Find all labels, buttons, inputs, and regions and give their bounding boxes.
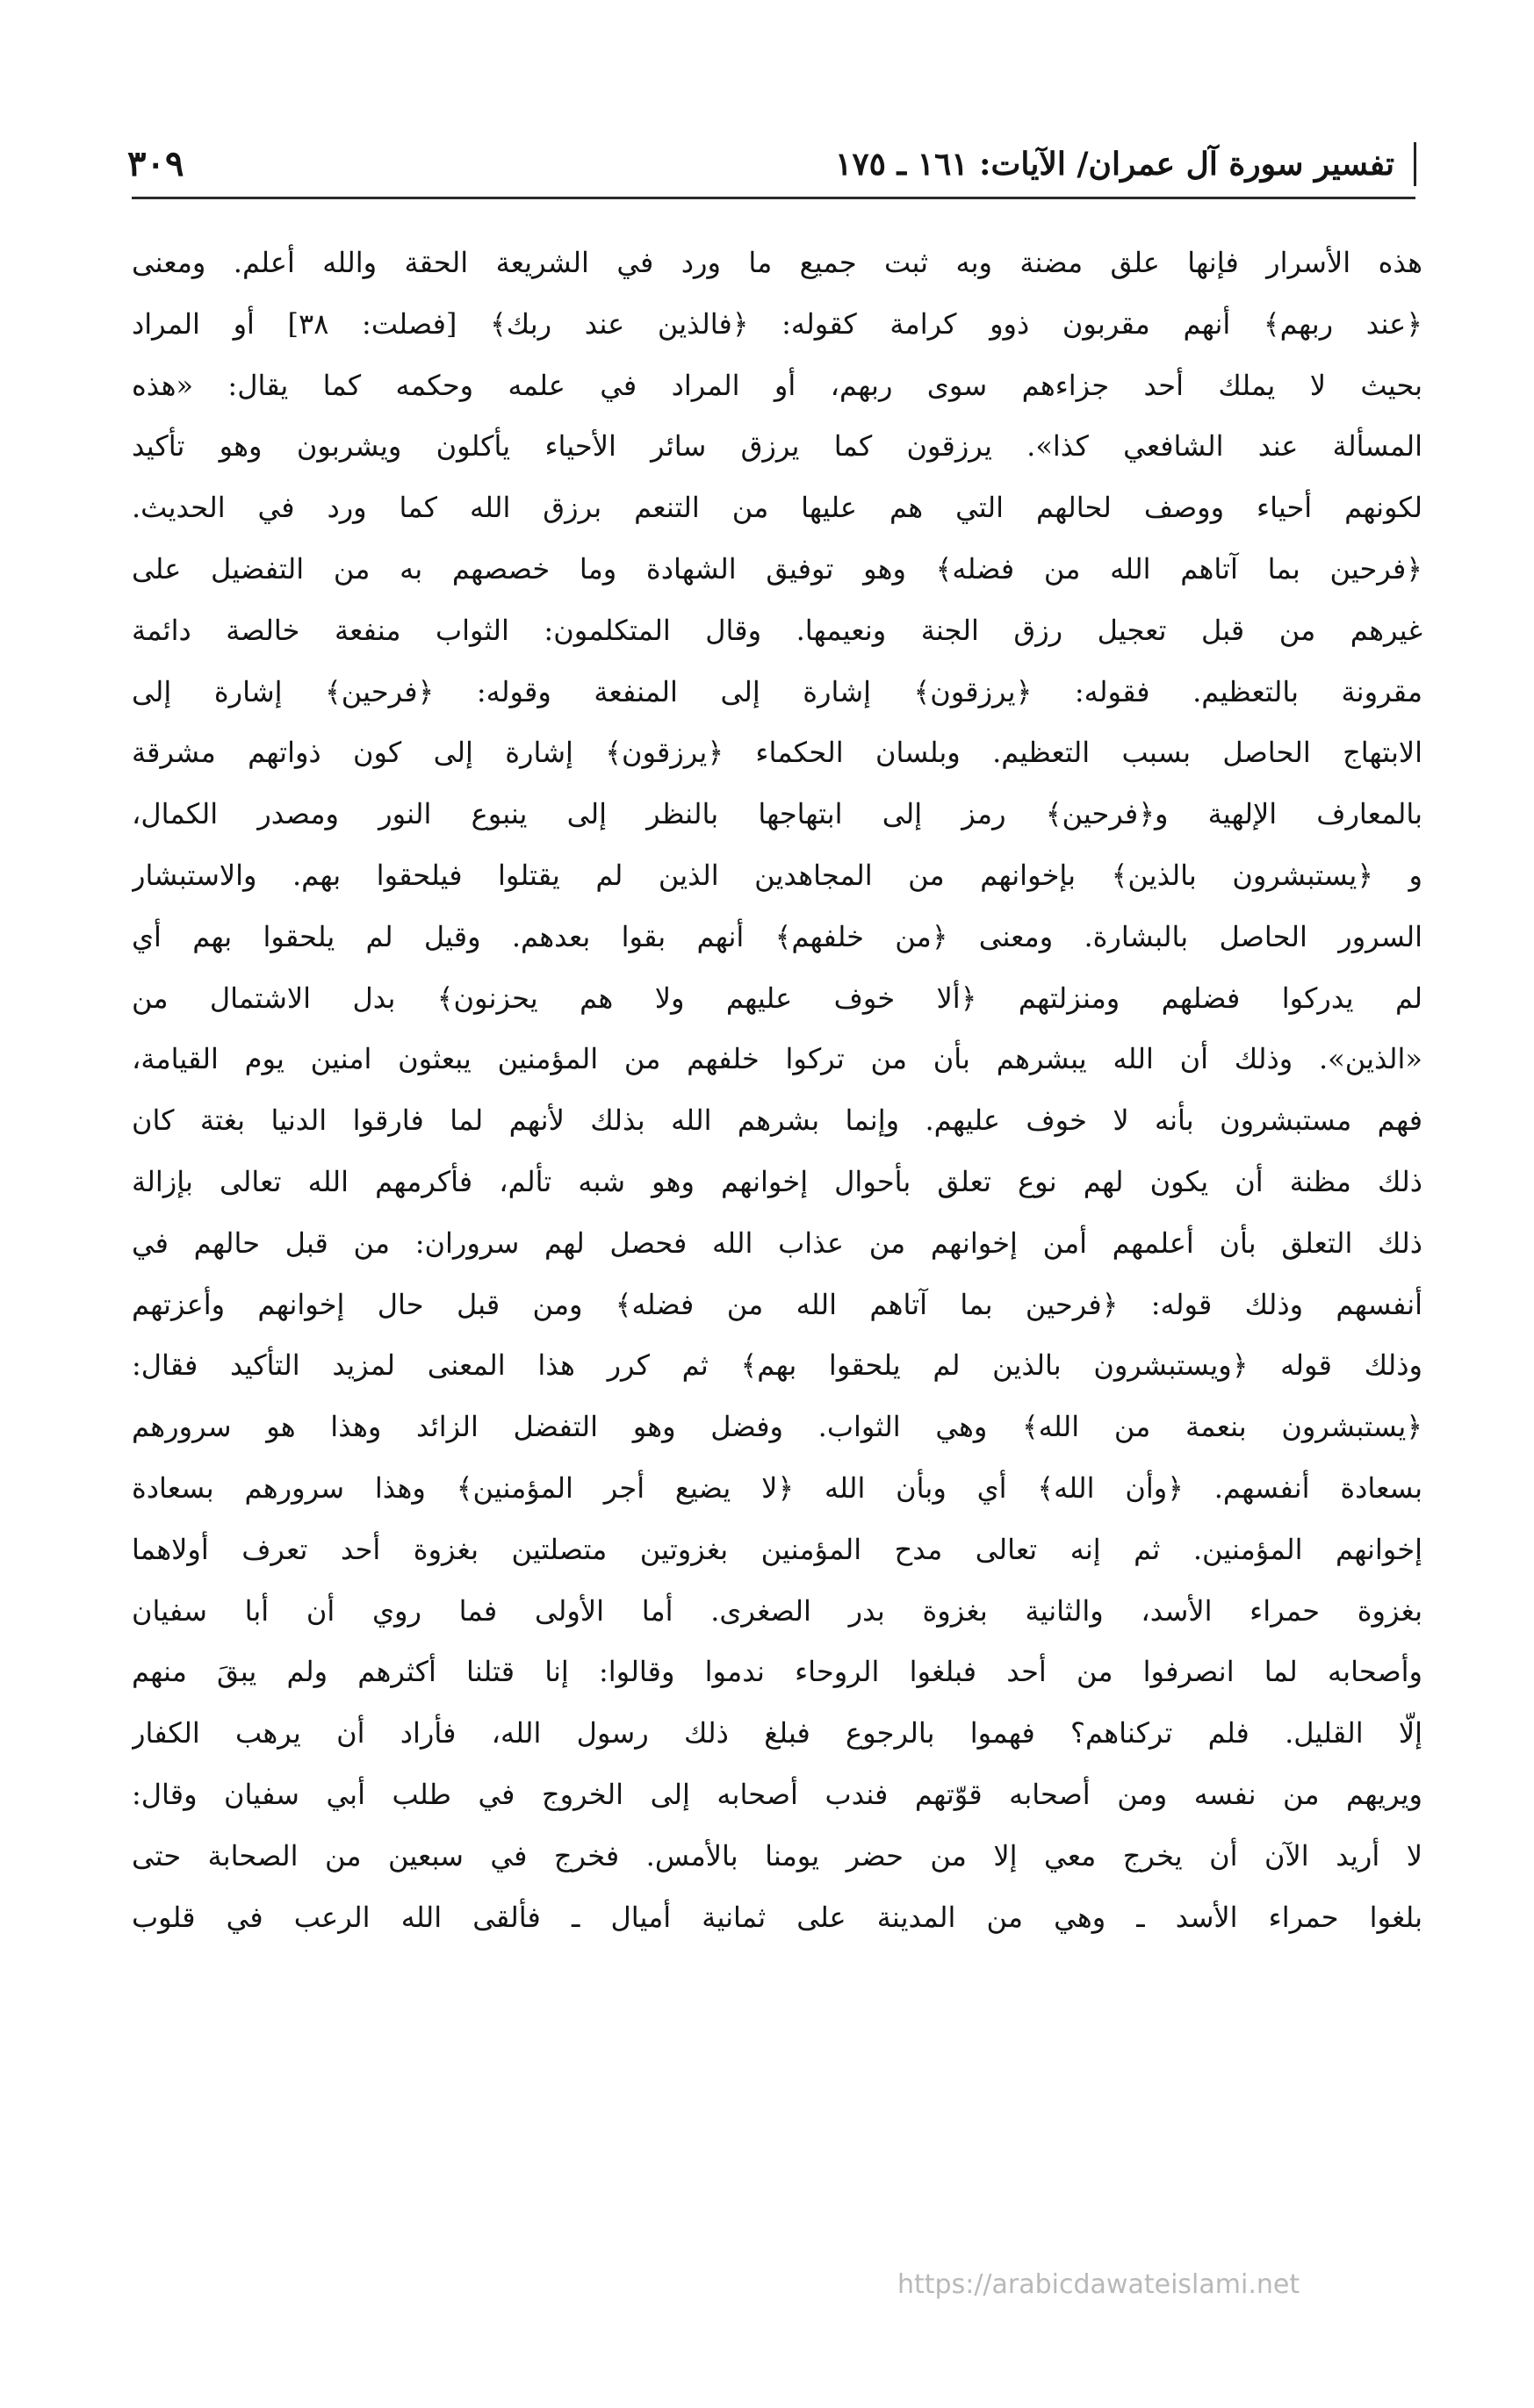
text-line: و ﴿يستبشرون بالذين﴾ بإخوانهم من المجاهدين الذين لم يقتلوا فيلحقوا بهم. والاستبشار (132, 858, 1422, 892)
text-line: ﴿فرحين بما آتاهم الله من فضله﴾ وهو توفيق الشهادة وما خصصهم به من التفضيل على (132, 551, 1422, 586)
text-line: فهم مستبشرون بأنه لا خوف عليهم. وإنما بشرهم الله بذلك لأنهم لما فارقوا الدنيا بغتة كان (132, 1103, 1422, 1138)
text-line: السرور الحاصل بالبشارة. ومعنى ﴿من خلفهم﴾ أنهم بقوا بعدهم. وقيل لم يلحقوا بهم أي (132, 919, 1422, 953)
text-line: بالمعارف الإلهية و﴿فرحين﴾ رمز إلى ابتهاجها بالنظر إلى ينبوع النور ومصدر الكمال، (132, 797, 1422, 831)
text-line: إخوانهم المؤمنين. ثم إنه تعالى مدح المؤمنين بغزوتين متصلتين بغزوة أحد تعرف أولاهما (132, 1532, 1422, 1566)
text-line: الابتهاج الحاصل بسبب التعظيم. وبلسان الحكماء ﴿يرزقون﴾ إشارة إلى كون ذواتهم مشرقة (132, 736, 1422, 770)
text-line: بسعادة أنفسهم. ﴿وأن الله﴾ أي وبأن الله ﴿لا يضيع أجر المؤمنين﴾ وهذا سرورهم بسعادة (132, 1470, 1422, 1505)
text-line: غيرهم من قبل تعجيل رزق الجنة ونعيمها. وقال المتكلمون: الثواب منفعة خالصة دائمة (132, 613, 1422, 647)
page-number: ٣٠٩ (127, 143, 184, 184)
text-line: لا أريد الآن أن يخرج معي إلا من حضر يومنا بالأمس. فخرج في سبعين من الصحابة حتى (132, 1838, 1422, 1872)
website-watermark: https://arabicdawateislami.net (897, 2269, 1300, 2300)
text-line: لكونهم أحياء ووصف لحالهم التي هم عليها من التنعم برزق الله كما ورد في الحديث. (132, 491, 1422, 525)
text-line: ﴿عند ربهم﴾ أنهم مقربون ذوو كرامة كقوله: ﴿فالذين عند ربك﴾ [فصلت: ٣٨] أو المراد (132, 306, 1422, 341)
tafsir-body-text (132, 233, 1422, 1948)
text-line: ذلك التعلق بأن أعلمهم أمن إخوانهم من عذاب الله فحصل لهم سروران: من قبل حالهم في (132, 1226, 1422, 1260)
header-divider (132, 197, 1415, 199)
text-line: ﴿يستبشرون بنعمة من الله﴾ وهي الثواب. وفضل وهو التفضل الزائد وهذا هو سرورهم (132, 1410, 1422, 1444)
text-line: «الذين». وذلك أن الله يبشرهم بأن من تركوا خلفهم من المؤمنين يبعثون امنين يوم القيامة، (132, 1042, 1422, 1076)
text-line: وذلك قوله ﴿ويستبشرون بالذين لم يلحقوا بهم﴾ ثم كرر هذا المعنى لمزيد التأكيد فقال: (132, 1348, 1422, 1383)
text-line: مقرونة بالتعظيم. فقوله: ﴿يرزقون﴾ إشارة إلى المنفعة وقوله: ﴿فرحين﴾ إشارة إلى (132, 674, 1422, 708)
text-line: المسألة عند الشافعي كذا». يرزقون كما يرزق سائر الأحياء يأكلون ويشربون وهو تأكيد (132, 429, 1422, 464)
text-line: هذه الأسرار فإنها علق مضنة وبه ثبت جميع ما ورد في الشريعة الحقة والله أعلم. ومعنى (132, 246, 1422, 279)
text-line: بلغوا حمراء الأسد ـ وهي من المدينة على ثمانية أميال ـ فألقى الله الرعب في قلوب (132, 1900, 1422, 1934)
text-line: لم يدركوا فضلهم ومنزلتهم ﴿ألا خوف عليهم ولا هم يحزنون﴾ بدل الاشتمال من (132, 981, 1422, 1015)
text-line: بحيث لا يملك أحد جزاءهم سوى ربهم، أو المراد في علمه وحكمه كما يقال: «هذه (132, 368, 1422, 402)
page-header (127, 132, 1416, 186)
text-line: ويريهم من نفسه ومن أصحابه قوّتهم فندب أصحابه إلى الخروج في طلب أبي سفيان وقال: (132, 1777, 1422, 1811)
text-line: إلّا القليل. فلم تركناهم؟ فهموا بالرجوع فبلغ ذلك رسول الله، فأراد أن يرهب الكفار (132, 1716, 1422, 1750)
text-line: أنفسهم وذلك قوله: ﴿فرحين بما آتاهم الله من فضله﴾ ومن قبل حال إخوانهم وأعزتهم (132, 1287, 1422, 1321)
text-line: وأصحابه لما انصرفوا من أحد فبلغوا الروحاء ندموا وقالوا: إنا قتلنا أكثرهم ولم يبقَ منهم (132, 1655, 1422, 1689)
text-line: بغزوة حمراء الأسد، والثانية بغزوة بدر الصغرى. أما الأولى فما روي أن أبا سفيان (132, 1593, 1422, 1628)
text-line: ذلك مظنة أن يكون لهم نوع تعلق بأحوال إخوانهم وهو شبه تألم، فأكرمهم الله تعالى بإزالة (132, 1164, 1422, 1198)
running-title: تفسير سورة آل عمران/ الآيات: ١٦١ ـ ١٧٥ (835, 142, 1416, 186)
